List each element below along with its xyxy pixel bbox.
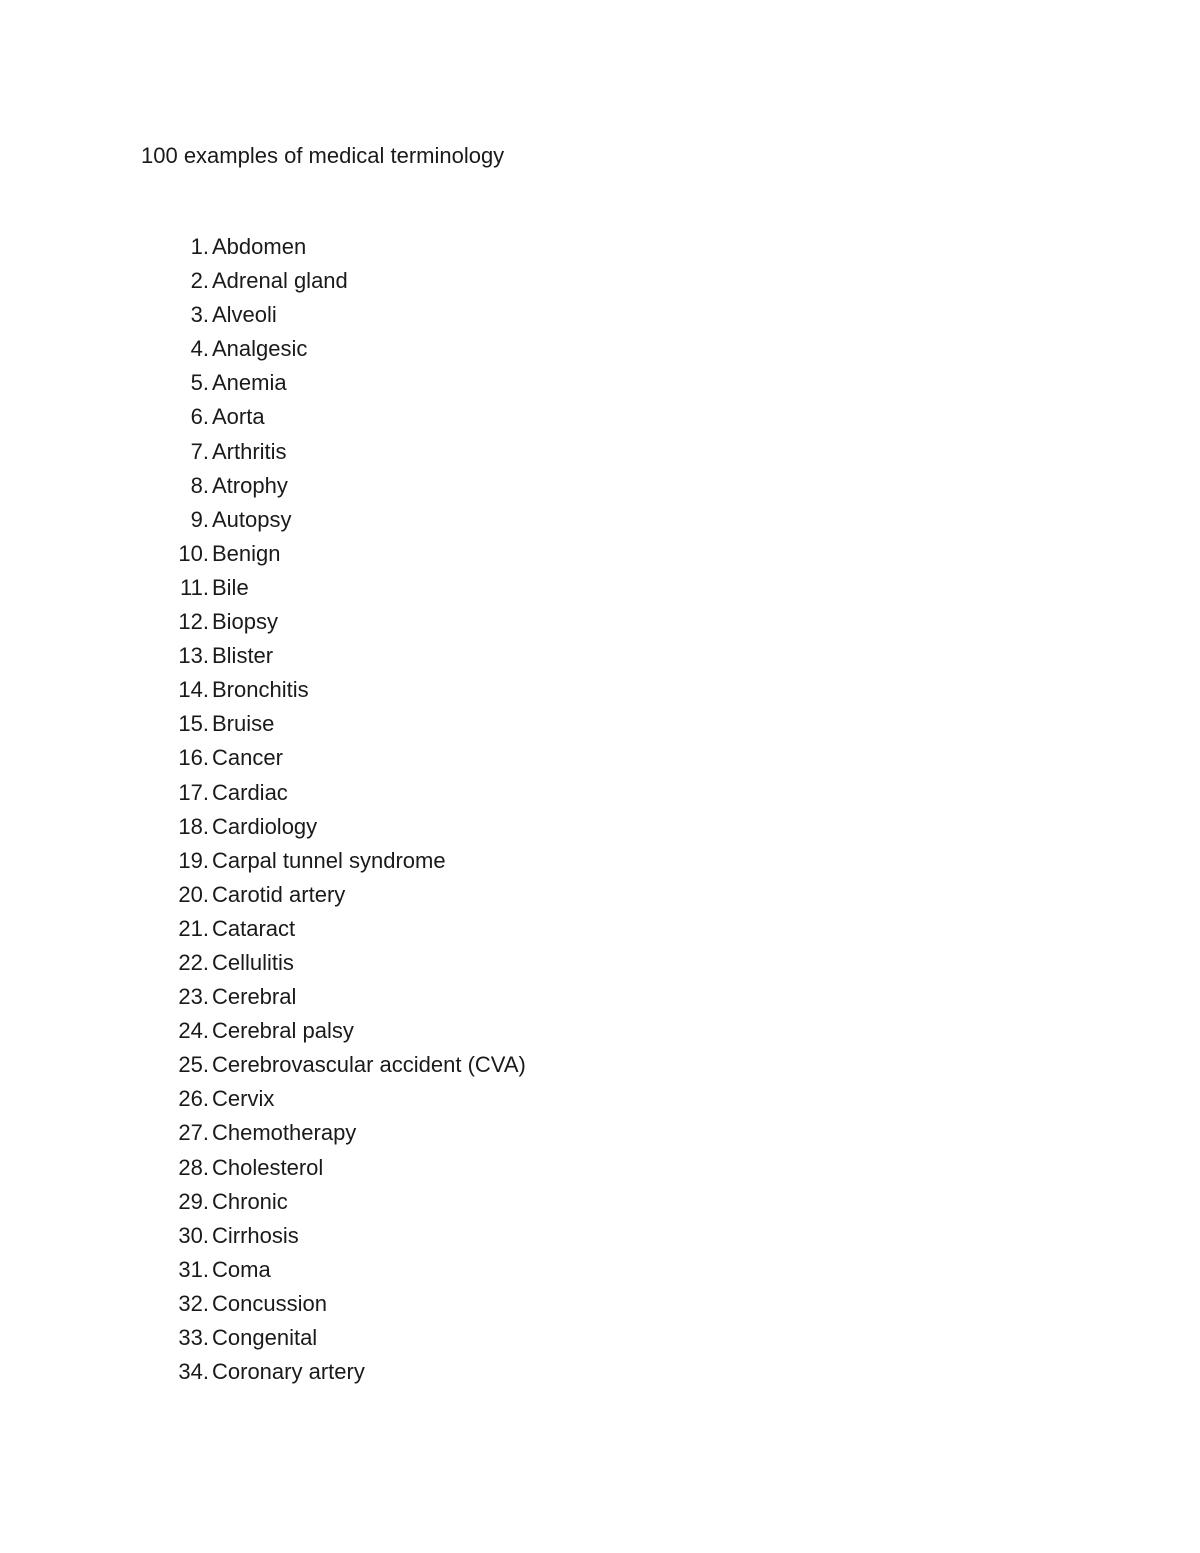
list-item-term: Autopsy	[212, 506, 292, 532]
list-item-term: Chemotherapy	[212, 1120, 357, 1146]
list-item-number: 30.	[178, 1222, 209, 1248]
document-title: 100 examples of medical terminology	[141, 143, 505, 168]
list-item-term: Arthritis	[212, 438, 287, 464]
list-item-number: 31.	[178, 1256, 209, 1282]
list-item-term: Cataract	[212, 915, 296, 941]
list-item-term: Blister	[212, 643, 274, 669]
list-item-term: Atrophy	[212, 472, 288, 498]
list-item-term: Bile	[212, 574, 249, 600]
list-item-number: 26.	[178, 1086, 209, 1112]
list-item-number: 16.	[178, 745, 209, 771]
list-item-term: Cervix	[212, 1086, 275, 1112]
list-item-term: Cerebral palsy	[212, 1018, 354, 1044]
list-item-number: 13.	[178, 643, 209, 669]
list-item-term: Aorta	[212, 404, 265, 430]
list-item-number: 11.	[180, 574, 209, 600]
list-item-term: Chronic	[212, 1188, 288, 1214]
list-item-number: 1.	[190, 234, 209, 259]
list-item-number: 4.	[190, 336, 209, 362]
list-item-number: 33.	[178, 1325, 209, 1350]
list-item-term: Benign	[212, 540, 281, 566]
list-item-number: 29.	[178, 1188, 209, 1214]
list-item-number: 3.	[190, 302, 209, 328]
list-item-term: Carpal tunnel syndrome	[212, 847, 446, 873]
list-item-term: Alveoli	[212, 302, 277, 328]
list-item-number: 15.	[178, 711, 209, 737]
list-item-term: Coronary artery	[212, 1359, 365, 1385]
list-item-term: Cardiology	[212, 813, 318, 839]
list-item-term: Carotid artery	[212, 881, 346, 907]
list-item-number: 22.	[178, 949, 209, 975]
list-item-number: 34.	[178, 1359, 209, 1385]
list-item-term: Bronchitis	[212, 677, 309, 703]
list-item-number: 12.	[178, 609, 209, 635]
list-item-number: 5.	[190, 370, 209, 396]
list-item-number: 2.	[190, 268, 209, 294]
list-item-number: 9.	[190, 506, 209, 532]
list-item-number: 6.	[190, 404, 209, 430]
list-item-number: 24.	[178, 1018, 209, 1044]
list-item-term: Congenital	[212, 1325, 318, 1350]
list-item-term: Adrenal gland	[212, 268, 348, 294]
list-item-number: 10.	[178, 540, 209, 566]
list-item-term: Cancer	[212, 745, 283, 771]
list-item-number: 28.	[178, 1154, 209, 1180]
list-item-number: 17.	[178, 779, 209, 805]
list-item-term: Cardiac	[212, 779, 288, 805]
list-item-number: 25.	[178, 1052, 209, 1078]
list-item-term: Bruise	[212, 711, 275, 737]
list-item-term: Anemia	[212, 370, 287, 396]
list-item-number: 8.	[190, 472, 209, 498]
list-item-number: 32.	[178, 1290, 209, 1316]
list-item-term: Cerebral	[212, 984, 297, 1010]
list-item-term: Abdomen	[212, 234, 307, 259]
list-item-term: Analgesic	[212, 336, 308, 362]
list-item-number: 20.	[178, 881, 209, 907]
list-item-term: Concussion	[212, 1290, 327, 1316]
list-item-term: Cerebrovascular accident (CVA)	[212, 1052, 526, 1078]
list-item-number: 23.	[178, 984, 209, 1010]
list-item-term: Biopsy	[212, 609, 279, 635]
list-item-number: 14.	[178, 677, 209, 703]
list-item-number: 21.	[178, 915, 209, 941]
list-item-term: Cirrhosis	[212, 1222, 299, 1248]
list-item-number: 7.	[190, 438, 209, 464]
list-item-term: Cellulitis	[212, 949, 294, 975]
list-item-number: 18.	[178, 813, 209, 839]
list-item-number: 27.	[178, 1120, 209, 1146]
list-item-term: Cholesterol	[212, 1154, 324, 1180]
list-item-number: 19.	[178, 847, 209, 873]
list-item-term: Coma	[212, 1256, 271, 1282]
